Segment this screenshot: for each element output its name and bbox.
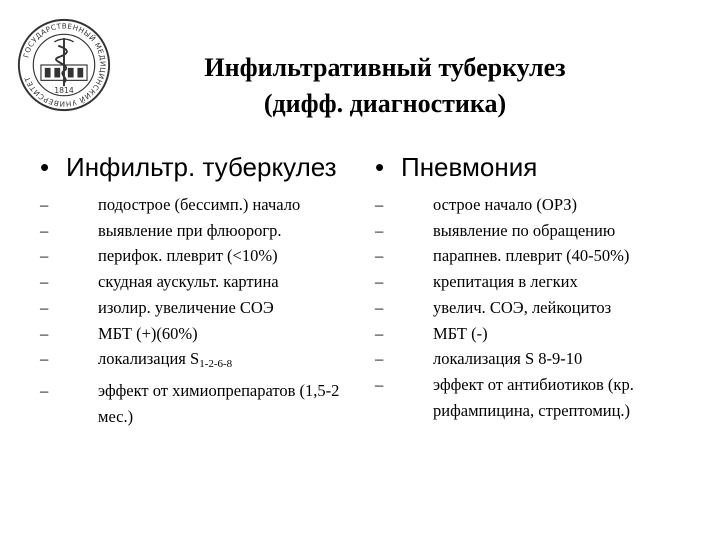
tuberculosis-column: [40, 150, 370, 429]
pneumonia-heading: [375, 150, 705, 184]
dash-icon: –: [40, 272, 49, 292]
pneumonia-column: [375, 150, 705, 423]
bullet-icon: •: [40, 152, 50, 182]
dash-icon: –: [375, 323, 384, 343]
list-item: – МБТ (+)(60%): [40, 321, 370, 347]
pneumonia-list: [375, 192, 705, 423]
bullet-icon: •: [375, 152, 385, 182]
dash-icon: –: [40, 323, 49, 343]
seal-ring-text: ГОСУДАРСТВЕННЫЙ МЕДИЦИНСКИЙ УНИВЕРСИТЕТ: [21, 21, 108, 109]
tuberculosis-list: [40, 192, 370, 429]
tuberculosis-heading-text: Инфильтр. туберкулез: [66, 152, 337, 182]
list-item: – выявление по обращению: [375, 218, 705, 244]
dash-icon: –: [40, 220, 49, 240]
list-item: – перифок. плеврит (<10%): [40, 243, 370, 269]
list-item: – скудная аускульт. картина: [40, 269, 370, 295]
list-item: – эффект от антибиотиков (кр. рифампицина, стрептомиц.): [375, 372, 705, 423]
dash-icon: –: [40, 380, 49, 400]
dash-icon: –: [375, 374, 384, 394]
dash-icon: –: [40, 349, 49, 369]
list-item: – эффект от химиопрепаратов (1,5-2 мес.): [40, 378, 370, 429]
title-line-2: (дифф. диагностика): [263, 89, 507, 118]
list-item: – локализация $S_{1-2-6-8}$: [40, 346, 370, 378]
dash-icon: –: [375, 246, 384, 266]
list-item: – увелич. СОЭ, лейкоцитоз: [375, 295, 705, 321]
list-item: – изолир. увеличение СОЭ: [40, 295, 370, 321]
page-title: [120, 50, 650, 122]
dash-icon: –: [375, 195, 384, 214]
dash-icon: –: [40, 297, 49, 317]
list-item: – МБТ (-): [375, 321, 705, 347]
pneumonia-heading-text: Пневмония: [401, 152, 538, 182]
dash-icon: –: [375, 297, 384, 317]
list-item: – выявление при флюорогр.: [40, 218, 370, 244]
list-item: – локализация S 8-9-10: [375, 346, 705, 372]
seal-year: 1814: [54, 85, 74, 95]
list-item: – парапнев. плеврит (40-50%): [375, 243, 705, 269]
title-line-1: Инфильтративный туберкулез: [204, 53, 566, 82]
dash-icon: –: [375, 349, 384, 369]
dash-icon: –: [375, 272, 384, 292]
dash-icon: –: [40, 195, 49, 214]
dash-icon: –: [375, 220, 384, 240]
localization-subscript: 1-2-6-8: [199, 358, 233, 371]
university-seal-icon: [16, 17, 112, 113]
tuberculosis-heading: [40, 150, 370, 184]
list-item: – подострое (бессимп.) начало: [40, 192, 370, 218]
list-item: – острое начало (ОРЗ): [375, 192, 705, 218]
list-item: – крепитация в легких: [375, 269, 705, 295]
dash-icon: –: [40, 246, 49, 266]
